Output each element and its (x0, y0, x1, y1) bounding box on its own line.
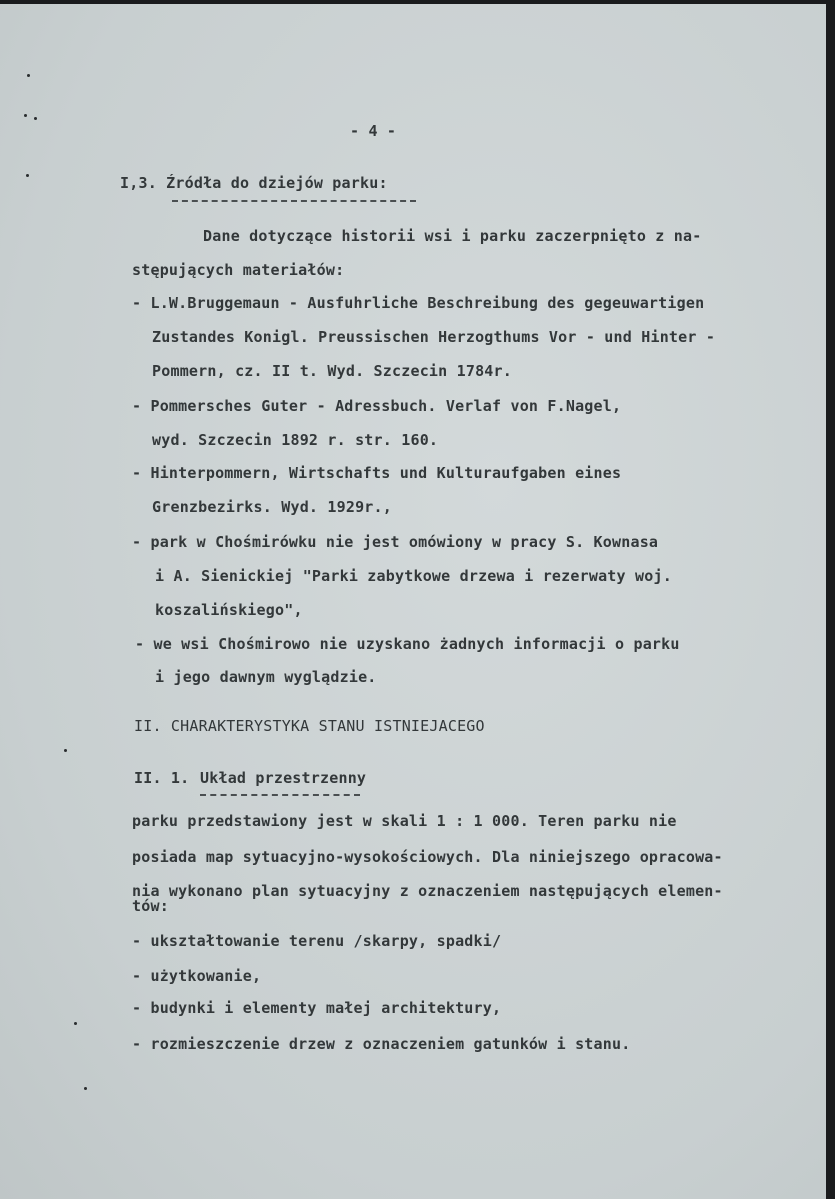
typed-page (0, 4, 826, 1199)
element-item: - ukształtowanie terenu /skarpy, spadki/ (132, 932, 502, 950)
body-line: posiada map sytuacyjno-wysokościowych. Dla niniejszego opracowa- (132, 848, 723, 866)
body-line: nia wykonano plan sytuacyjny z oznaczeniem następujących elemen- (132, 882, 723, 900)
paper-speck (26, 174, 29, 177)
source-item: Zustandes Konigl. Preussischen Herzogthums Vor - und Hinter - (152, 328, 716, 346)
source-item: koszalińskiego", (155, 601, 303, 619)
source-item: Pommern, cz. II t. Wyd. Szczecin 1784r. (152, 362, 512, 380)
element-item: - budynki i elementy małej architektury, (132, 999, 502, 1017)
element-item: - użytkowanie, (132, 967, 262, 985)
source-item: - we wsi Chośmirowo nie uzyskano żadnych informacji o parku (135, 635, 680, 653)
source-item: wyd. Szczecin 1892 r. str. 160. (152, 431, 439, 449)
paper-speck (84, 1087, 87, 1090)
section-heading-2: II. CHARAKTERYSTYKA STANU ISTNIEJACEGO (134, 717, 485, 735)
heading-underline (172, 200, 416, 202)
paper-speck (24, 114, 27, 117)
paper-speck (27, 74, 30, 77)
section-heading-2-1-number: II. 1. (134, 769, 190, 787)
body-line: tów: (132, 897, 169, 915)
source-item: i jego dawnym wyglądzie. (155, 668, 377, 686)
element-item: - rozmieszczenie drzew z oznaczeniem gatunków i stanu. (132, 1035, 631, 1053)
source-item: - park w Chośmirówku nie jest omówiony w pracy S. Kownasa (132, 533, 659, 551)
source-item: - Pommersches Guter - Adressbuch. Verlaf von F.Nagel, (132, 397, 622, 415)
page-number: - 4 - (350, 122, 397, 140)
heading-underline (200, 794, 360, 796)
section-heading-1-3: I,3. Źródła do dziejów parku: (120, 174, 388, 192)
paper-speck (34, 117, 37, 120)
source-item: i A. Sienickiej "Parki zabytkowe drzewa i rezerwaty woj. (155, 567, 672, 585)
source-item: - L.W.Bruggemaun - Ausfuhrliche Beschreibung des gegeuwartigen (132, 294, 705, 312)
body-line: parku przedstawiony jest w skali 1 : 1 000. Teren parku nie (132, 812, 677, 830)
intro-line: Dane dotyczące historii wsi i parku zaczerpnięto z na- (203, 227, 702, 245)
source-item: - Hinterpommern, Wirtschafts und Kulturaufgaben eines (132, 464, 622, 482)
source-item: Grenzbezirks. Wyd. 1929r., (152, 498, 392, 516)
intro-line: stępujących materiałów: (132, 261, 345, 279)
paper-speck (74, 1022, 77, 1025)
section-heading-2-1-title: Układ przestrzenny (200, 769, 367, 787)
paper-speck (64, 749, 67, 752)
